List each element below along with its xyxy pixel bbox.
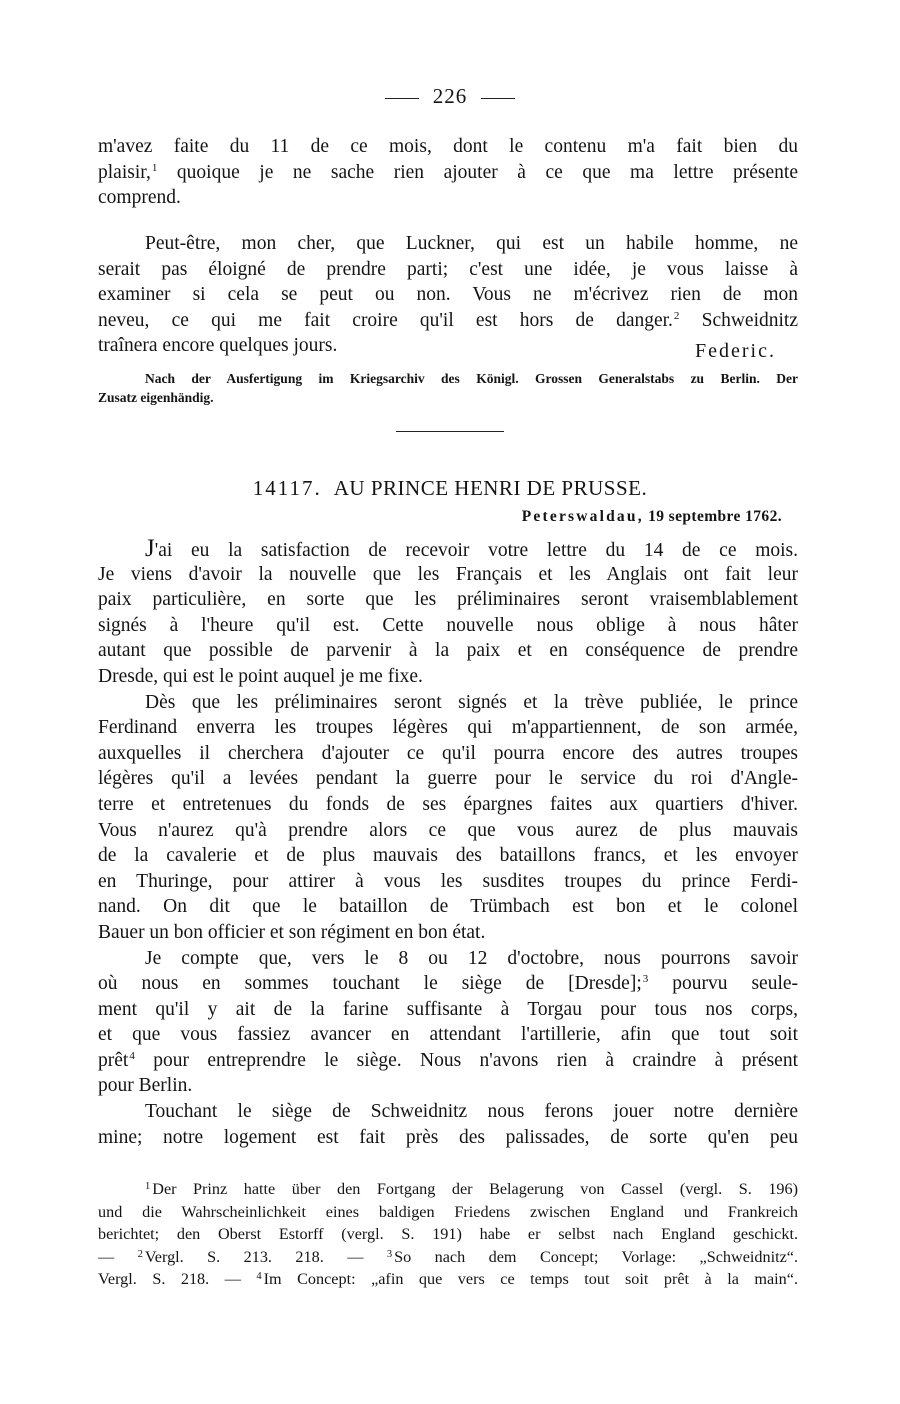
footnote-ref: 4 [129, 1049, 135, 1062]
text-line: Bauer un bon officier et son régiment en bon état. [98, 921, 486, 943]
footnote-ref: 1 [151, 161, 158, 174]
footnote-line: $^1$ Der Prinz hatte über den Fortgang der Belagerung von Cassel (vergl. S. 196) [145, 1180, 798, 1198]
footnote-line: und die Wahrscheinlichkeit eines baldigen Friedens zwischen England und Frankreich [98, 1202, 798, 1221]
text-line: terre et entretenues du fonds de ses épargnes faites aux quartiers d'hiver. [98, 793, 798, 815]
text-line: Vous n'aurez qu'à prendre alors ce que vous aurez de plus mauvais [98, 819, 798, 841]
section-divider [396, 431, 504, 432]
text-line: autant que possible de parvenir à la paix et en conséquence de prendre [98, 640, 798, 662]
footnote-ref: 3 [642, 973, 649, 986]
intro-paragraph [98, 134, 798, 211]
drop-cap: J [145, 535, 155, 562]
text-line: pour Berlin. [98, 1075, 193, 1097]
text-line: paix particulière, en sorte que les préliminaires seront vraisemblablement [98, 589, 798, 611]
text-line: Peut-être, mon cher, que Luckner, qui est un habile homme, ne [145, 233, 798, 254]
text-line: où nous en sommes touchant le siège de [Dresde];$^3$ pourvu seule- [98, 973, 799, 995]
text-line: en Thuringe, pour attirer à vous les susdites troupes du prince Ferdi- [98, 870, 798, 892]
text-line: serait pas éloigné de prendre parti; c'est une idée, je vous laisse à [98, 258, 798, 280]
text-line: neveu, ce qui me fait croire qu'il est hors de danger.$^2$ Schweidnitz [98, 309, 798, 331]
text-line: signés à l'heure qu'il est. Cette nouvelle nous oblige à nous hâter [98, 614, 798, 636]
source-note [98, 369, 798, 407]
text-line: Je viens d'avoir la nouvelle que les Français et les Anglais ont fait leur [98, 563, 798, 585]
footnote-mark: 2 [137, 1248, 143, 1260]
text-line: auxquelles il cherchera d'ajouter ce qu'il pourra encore des autres troupes [98, 742, 798, 764]
footnote-line: Vergl. S. 218. — $^4$ Im Concept: „afin que vers ce temps tout soit prêt à la main“. [98, 1270, 798, 1289]
text-line: de la cavalerie et de plus mauvais des bataillons francs, et les envoyer [98, 845, 798, 867]
text-line: Dresde, qui est le point auquel je me fixe. [98, 665, 423, 687]
footnote-line: — $^2$ Vergl. S. 213. 218. — $^3$ So nach dem Concept; Vorlage: „Schweidnitz“. [98, 1247, 798, 1266]
signature: Federic. [695, 340, 776, 363]
text-line: ment qu'il y ait de la farine suffisante à Torgau pour tous nos corps, [98, 998, 798, 1020]
text-line: Ferdinand enverra les troupes légères qui m'appartiennent, de son armée, [98, 717, 798, 739]
text-line: Je compte que, vers le 8 ou 12 d'octobre, nous pourrons savoir [145, 947, 798, 969]
text-line: m'avez faite du 11 de ce mois, dont le contenu m'a fait bien du [98, 136, 798, 157]
footnote-mark: 1 [145, 1181, 151, 1192]
text-line: nand. On dit que le bataillon de Trümbach est bon et le colonel [98, 896, 798, 918]
letter-dateline [522, 508, 782, 526]
footnote-line: berichtet; den Oberst Estorff (vergl. S. 191) habe er selbst nach England geschickt. [98, 1225, 798, 1244]
page-number: 226 [432, 84, 468, 108]
text-line: J'ai eu la satisfaction de recevoir votre lettre du 14 de ce mois. [145, 535, 798, 562]
footnote-ref: 2 [673, 309, 680, 322]
header-dash-right [481, 98, 515, 99]
text-line: prêt$^4$ pour entreprendre le siège. Nous n'avons rien à craindre à présent [98, 1049, 799, 1071]
letter-date: 19 septembre 1762. [648, 508, 782, 525]
header-dash-left [385, 98, 419, 99]
text-line: mine; notre logement est fait près des palissades, de sorte qu'en peu [98, 1126, 798, 1148]
text-line: plaisir,$^1$ quoique je ne sache rien ajouter à ce que ma lettre présente [98, 161, 799, 183]
text-line: traînera encore quelques jours. Federic. [98, 333, 798, 359]
text-line: Touchant le siège de Schweidnitz nous ferons jouer notre dernière [145, 1101, 798, 1123]
letter-heading [0, 476, 900, 501]
letter-body [98, 536, 798, 1150]
footnote-mark: 4 [256, 1271, 262, 1283]
letter-recipient: AU PRINCE HENRI DE PRUSSE. [333, 476, 648, 500]
page-header [0, 84, 900, 109]
text-line: examiner si cela se peut ou non. Vous ne m'écrivez rien de mon [98, 284, 798, 306]
text-line: comprend. [98, 187, 181, 209]
footnote-mark: 3 [386, 1248, 393, 1260]
second-paragraph [98, 231, 798, 363]
letter-number: 14117. [252, 476, 322, 500]
letter-place: Peterswaldau, [521, 508, 644, 525]
footnotes [98, 1178, 798, 1291]
text-line: Dès que les préliminaires seront signés et la trève publiée, le prince [145, 691, 798, 713]
text-line: légères qu'il a levées pendant la guerre pour le service du roi d'Angle- [98, 768, 798, 790]
text-line: et que vous fassiez avancer en attendant l'artillerie, afin que tout soit [98, 1024, 798, 1046]
note-line: Zusatz eigenhändig. [98, 390, 214, 405]
note-line: Nach der Ausfertigung im Kriegsarchiv des Königl. Grossen Generalstabs zu Berlin. Der [145, 371, 798, 386]
